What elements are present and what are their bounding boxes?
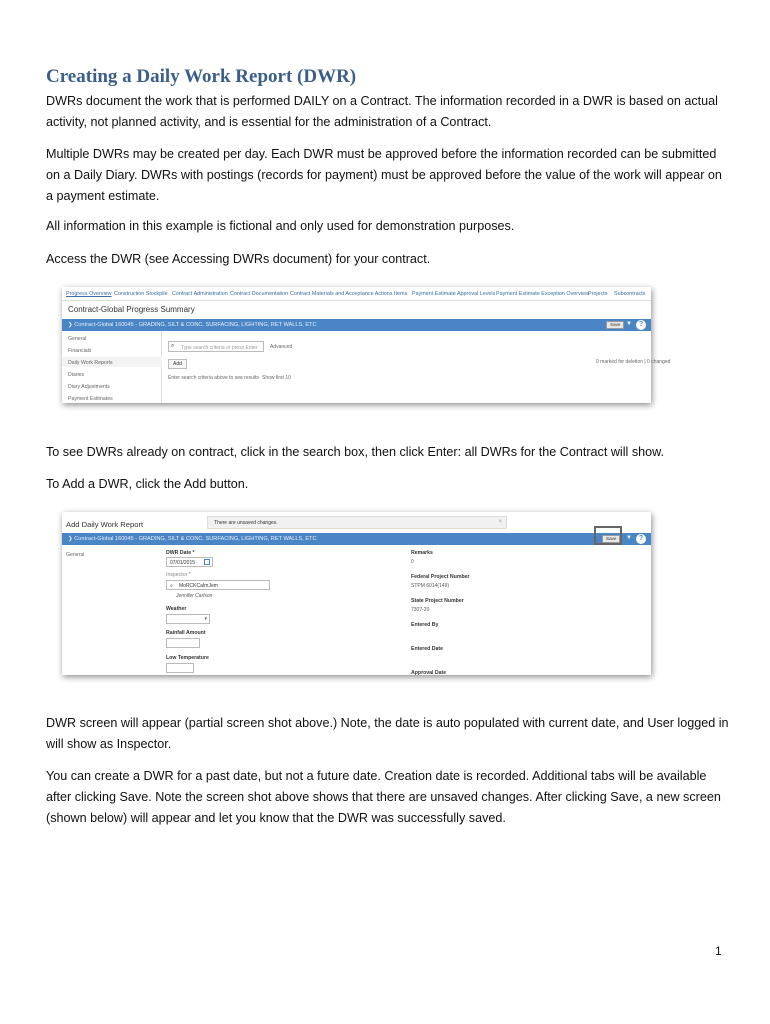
paragraph-intro: DWRs document the work that is performed DAILY on a Contract. The information recorded in a DWR is based on actual activity, not planned activity, and is essential for the administration of a Contract. xyxy=(46,94,718,129)
paragraph-access: Access the DWR (see Accessing DWRs document) for your contract. xyxy=(46,252,431,266)
nav-tab-projects[interactable]: Projects xyxy=(588,291,608,297)
marked-info: 0 marked for deletion | 0 changed xyxy=(596,359,671,365)
federal-project-label: Federal Project Number xyxy=(411,574,470,580)
sidebar-item-diaries[interactable]: Diaries xyxy=(68,372,85,378)
chevron-down-icon: ▾ xyxy=(204,616,207,622)
add-dwr-title: Add Daily Work Report xyxy=(66,520,144,529)
nav-tab-contract-materials[interactable]: Contract Materials and Acceptance Actions xyxy=(290,291,393,297)
close-icon[interactable]: × xyxy=(498,519,502,525)
caret-down-icon[interactable]: ▼ xyxy=(626,535,632,541)
paragraph-dwr-screen: DWR screen will appear (partial screen shot above.) Note, the date is auto populated with current date, and User logged in will show as Inspector. xyxy=(46,716,729,751)
weather-label: Weather xyxy=(166,606,187,612)
sidebar-item-payment-estimates[interactable]: Payment Estimates xyxy=(68,396,113,402)
sidebar-item-diary-adjustments[interactable]: Diary Adjustments xyxy=(68,384,110,390)
contract-bar-text xyxy=(68,322,317,328)
calendar-icon[interactable] xyxy=(204,559,210,565)
federal-project-value: STPM 6014(149) xyxy=(411,583,450,589)
rainfall-input[interactable] xyxy=(166,638,200,648)
paragraph-fictional: All information in this example is fictional and only used for demonstration purposes. xyxy=(46,219,515,233)
help-icon[interactable]: ? xyxy=(636,534,646,544)
inspector-input[interactable] xyxy=(166,580,270,590)
screenshot-progress-summary xyxy=(62,287,671,403)
search-placeholder: Type search criteria or press Enter xyxy=(181,345,258,351)
sidebar-item-financials[interactable]: Financials xyxy=(68,348,92,354)
search-hint: Enter search criteria above to see results xyxy=(168,375,259,381)
nav-tab-subcontracts[interactable]: Subcontracts xyxy=(614,291,646,297)
contract-bar xyxy=(62,319,651,331)
dwr-date-input[interactable] xyxy=(166,557,213,567)
remarks-value: 0 xyxy=(411,559,414,565)
sidebar xyxy=(62,331,162,403)
weather-select[interactable] xyxy=(166,614,210,624)
paragraph-past-date: You can create a DWR for a past date, but not a future date. Creation date is recorded. Additional tabs will be available after clicking Save. Note the screen shot above shows that there are unsaved changes. After clicking Save, a new screen (shown below) will appear and let you know that the DWR was successfully saved. xyxy=(46,769,721,825)
inspector-value: MoRCKCalrnJem xyxy=(179,583,218,589)
nav-tabs xyxy=(62,287,651,301)
show-first-select[interactable]: Show first 10 xyxy=(262,375,291,381)
add-button[interactable]: Add xyxy=(168,359,187,369)
contract-bar-text xyxy=(68,536,317,542)
caret-down-icon[interactable]: ▼ xyxy=(626,321,632,327)
unsaved-changes-banner xyxy=(207,516,507,529)
nav-tab-progress-overview[interactable]: Progress Overview xyxy=(66,291,112,297)
state-project-label: State Project Number xyxy=(411,598,464,604)
contract-bar xyxy=(62,533,651,545)
dwr-date-value: 07/01/2015 xyxy=(170,560,196,566)
nav-tab-contract-documentation[interactable]: Contract Documentation xyxy=(230,291,289,297)
paragraph-add: To Add a DWR, click the Add button. xyxy=(46,477,249,491)
inspector-name: Jennifer Carlson xyxy=(176,593,213,599)
search-icon: ⌕ xyxy=(170,583,173,589)
nav-tab-payment-approval-levels[interactable]: Payment Estimate Approval Levels xyxy=(412,291,496,297)
dwr-date-label: DWR Date * xyxy=(166,550,195,556)
advanced-link[interactable]: Advanced xyxy=(270,344,293,350)
contract-bar-label: Contract-Global 160045 - GRADING, SILT & CONC. SURFACING, LIGHTING, RET WALLS, ETC xyxy=(74,322,317,328)
nav-tab-payment-exception-overview[interactable]: Payment Estimate Exception Overview xyxy=(496,291,589,297)
save-button[interactable]: Save xyxy=(606,321,624,329)
remarks-label: Remarks xyxy=(411,550,433,556)
page-number: 1 xyxy=(715,944,722,958)
sidebar-item-general[interactable]: General xyxy=(66,552,85,558)
nav-tab-construction-stockpile[interactable]: Construction Stockpile xyxy=(114,291,168,297)
help-icon[interactable]: ? xyxy=(636,320,646,330)
low-temperature-input[interactable] xyxy=(166,663,194,673)
search-input[interactable] xyxy=(168,341,264,352)
state-project-value: 7307-20 xyxy=(411,607,430,613)
document-title: Creating a Daily Work Report (DWR) xyxy=(46,66,357,87)
sidebar-item-general[interactable]: General xyxy=(68,336,87,342)
low-temperature-label: Low Temperature xyxy=(166,655,209,661)
paragraph-search: To see DWRs already on contract, click in the search box, then click Enter: all DWRs for the Contract will show. xyxy=(46,445,665,459)
sidebar-item-daily-work-reports[interactable]: Daily Work Reports xyxy=(68,360,113,366)
paragraph-multiple-dwrs: Multiple DWRs may be created per day. Each DWR must be approved before the information recorded can be submitted on a Daily Diary. DWRs with postings (records for payment) must be approved before the value of the work will appear on a payment estimate. xyxy=(46,147,722,203)
rainfall-label: Rainfall Amount xyxy=(166,630,206,636)
entered-date-label: Entered Date xyxy=(411,646,443,652)
nav-tab-items[interactable]: Items xyxy=(394,291,408,297)
contract-bar-label: Contract-Global 160045 - GRADING, SILT & CONC. SURFACING, LIGHTING, RET WALLS, ETC xyxy=(74,536,317,542)
search-icon: ⌕ xyxy=(171,343,175,349)
inspector-label: Inspector * xyxy=(166,572,191,578)
entered-by-label: Entered By xyxy=(411,622,439,628)
progress-summary-heading: Contract-Global Progress Summary xyxy=(68,305,195,314)
unsaved-changes-text: There are unsaved changes. xyxy=(214,520,278,526)
screenshot-add-dwr xyxy=(62,512,651,675)
save-button[interactable]: Save xyxy=(602,535,620,543)
save-button-highlight xyxy=(594,526,622,545)
nav-tab-contract-administration[interactable]: Contract Administration xyxy=(172,291,228,297)
approval-date-label: Approval Date xyxy=(411,670,447,676)
chevron-down-icon[interactable]: ❯ xyxy=(68,322,75,328)
chevron-down-icon[interactable]: ❯ xyxy=(68,536,75,542)
